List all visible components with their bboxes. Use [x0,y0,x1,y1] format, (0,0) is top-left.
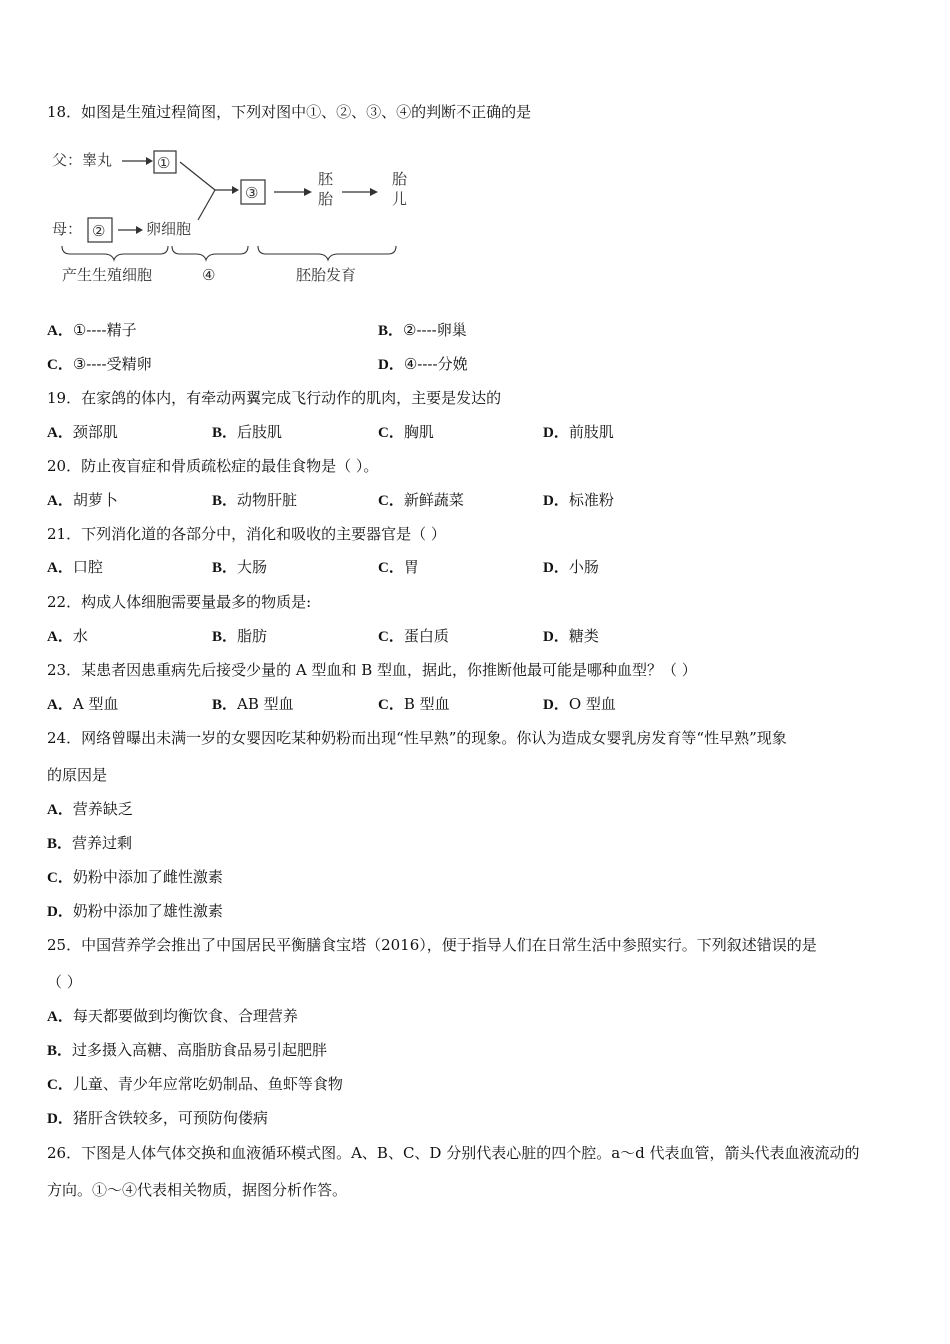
diagram-father-label: 父：睾丸 [52,151,113,169]
reproduction-diagram [52,140,422,290]
q20-option-c[interactable]: C．新鲜蔬菜 [378,491,464,509]
q20-option-d[interactable]: D．标准粉 [543,491,614,509]
q23-option-b[interactable]: B．AB 型血 [212,695,294,713]
brace-3 [258,246,396,260]
diagram-egg-label: 卵细胞 [146,220,192,238]
brace-1-label: 产生生殖细胞 [62,266,153,284]
q20-option-b[interactable]: B．动物肝脏 [212,491,298,509]
diagram-embryo-top: 胚 [318,170,334,188]
q26-stem-line1: 26．下图是人体气体交换和血液循环模式图。A、B、C、D 分别代表心脏的四个腔。a～d 代表血管，箭头代表血液流动的 [47,1144,860,1162]
q24-stem-line1: 24．网络曾曝出未满一岁的女婴因吃某种奶粉而出现“性早熟”的现象。你认为造成女婴乳房发育等“性早熟”现象 [47,729,787,747]
q24-stem-line2: 的原因是 [47,766,108,784]
diagram-box-1-label: ① [157,154,171,172]
q24-option-b[interactable]: B．营养过剩 [47,834,133,852]
q19-option-b[interactable]: B．后肢肌 [212,423,283,441]
q18-option-c[interactable]: C．③----受精卵 [47,355,152,373]
q22-option-c[interactable]: C．蛋白质 [378,627,449,645]
q23-stem: 23．某患者因患重病先后接受少量的 A 型血和 B 型血，据此，你推断他最可能是哪种血型？（ ） [47,661,697,679]
q24-option-a[interactable]: A．营养缺乏 [47,800,133,818]
q20-stem: 20．防止夜盲症和骨质疏松症的最佳食物是（ ）。 [47,457,379,475]
arrowhead [232,186,239,194]
q19-option-d[interactable]: D．前肢肌 [543,423,614,441]
brace-2 [172,246,248,260]
q25-stem-line1: 25．中国营养学会推出了中国居民平衡膳食宝塔（2016），便于指导人们在日常生活中参照实行。下列叙述错误的是 [47,936,817,954]
q23-option-a[interactable]: A．A 型血 [47,695,119,713]
q23-option-c[interactable]: C．B 型血 [378,695,450,713]
q18-option-b[interactable]: B．②----卵巢 [378,321,467,339]
q25-option-a[interactable]: A．每天都要做到均衡饮食、合理营养 [47,1007,298,1025]
q19-option-a[interactable]: A．颈部肌 [47,423,118,441]
q25-option-c[interactable]: C．儿童、青少年应常吃奶制品、鱼虾等食物 [47,1075,343,1093]
q21-option-c[interactable]: C．胃 [378,558,419,576]
q18-option-d[interactable]: D．④----分娩 [378,355,468,373]
q26-stem-line2: 方向。①～④代表相关物质，据图分析作答。 [47,1181,348,1199]
q22-option-d[interactable]: D．糖类 [543,627,599,645]
diagram-box-2-label: ② [92,222,106,240]
q23-option-d[interactable]: D．O 型血 [543,695,616,713]
brace-1 [62,246,168,260]
q21-option-b[interactable]: B．大肠 [212,558,268,576]
diagram-box-3-label: ③ [245,184,259,202]
q21-stem: 21．下列消化道的各部分中，消化和吸收的主要器官是（ ） [47,525,446,543]
q25-option-b[interactable]: B．过多摄入高糖、高脂肪食品易引起肥胖 [47,1041,328,1059]
q25-option-d[interactable]: D．猪肝含铁较多，可预防佝偻病 [47,1109,268,1127]
q21-option-d[interactable]: D．小肠 [543,558,599,576]
q19-stem: 19．在家鸽的体内，有牵动两翼完成飞行动作的肌肉，主要是发达的 [47,389,502,407]
diagram-mother-label: 母： [52,220,83,238]
diagram-fetus-bottom: 儿 [392,190,408,208]
q24-option-c[interactable]: C．奶粉中添加了雌性激素 [47,868,223,886]
arrowhead [136,226,143,234]
arrowhead [304,188,312,196]
brace-3-label: 胚胎发育 [296,266,357,284]
q24-option-d[interactable]: D．奶粉中添加了雄性激素 [47,902,223,920]
q25-stem-line2: （ ） [47,973,82,991]
arrowhead [146,157,153,165]
q20-option-a[interactable]: A．胡萝卜 [47,491,118,509]
q18-stem: 18．如图是生殖过程简图，下列对图中①、②、③、④的判断不正确的是 [47,103,532,121]
q19-option-c[interactable]: C．胸肌 [378,423,434,441]
q22-stem: 22．构成人体细胞需要量最多的物质是: [47,593,312,611]
arrowhead [370,188,378,196]
q22-option-b[interactable]: B．脂肪 [212,627,268,645]
converge-line-bottom [198,190,215,220]
q18-option-a[interactable]: A．①----精子 [47,321,137,339]
diagram-embryo-bottom: 胎 [318,190,334,208]
q21-option-a[interactable]: A．口腔 [47,558,103,576]
diagram-fetus-top: 胎 [392,170,408,188]
converge-line-top [180,162,215,190]
q22-option-a[interactable]: A．水 [47,627,88,645]
brace-2-label: ④ [202,266,216,284]
